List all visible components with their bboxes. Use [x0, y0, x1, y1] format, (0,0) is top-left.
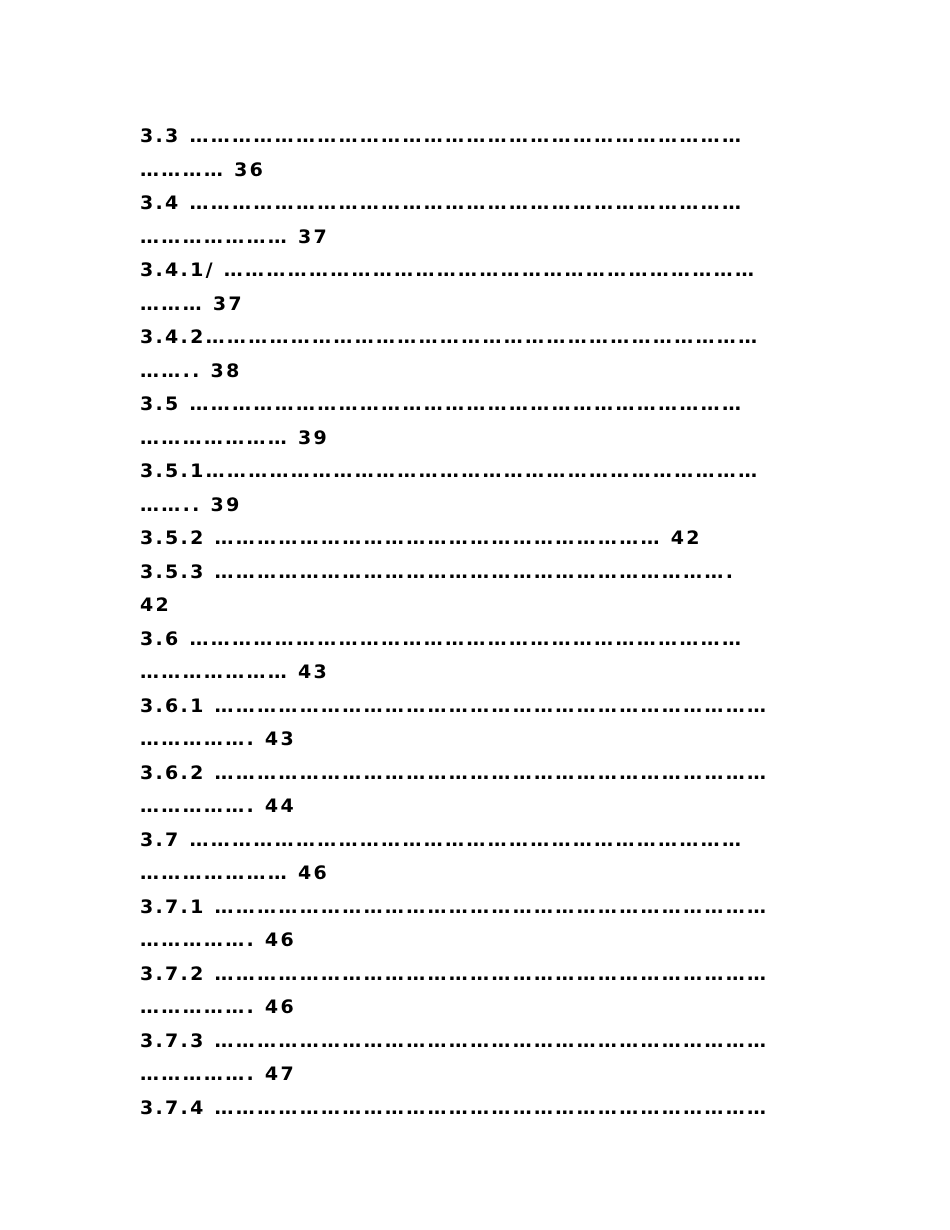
toc-line: 3.6 ……………………………………………………………………	[140, 627, 744, 650]
toc-line: ……………. 43	[140, 728, 296, 750]
toc-line: 3.7.1 ……………………………………………………………………	[140, 895, 769, 918]
toc-line: 3.5.3 ……………………………………………………………….	[140, 560, 736, 583]
toc-line: 3.4.1/ …………………………………………………………………	[140, 259, 757, 281]
toc-line: …….. 38	[140, 359, 242, 382]
toc-line: ………………… 46	[140, 862, 330, 884]
toc-line: ………………… 37	[140, 225, 330, 248]
toc-line: 3.5.1……………………………………………………………………	[140, 460, 760, 482]
toc-line: ……………. 44	[140, 795, 296, 817]
table-of-contents	[140, 120, 820, 1125]
toc-line: ……………. 47	[140, 1063, 296, 1085]
toc-line: ………… 36	[140, 158, 266, 181]
toc-line: 3.7.3 ……………………………………………………………………	[140, 1029, 769, 1052]
toc-line: …….. 39	[140, 493, 242, 516]
toc-line: 3.7.4 ……………………………………………………………………	[140, 1096, 769, 1119]
toc-line: 3.6.2 ……………………………………………………………………	[140, 761, 769, 784]
toc-line: ……… 37	[140, 292, 244, 315]
toc-line: ……………. 46	[140, 996, 296, 1018]
toc-line: ………………… 39	[140, 426, 330, 449]
toc-line: 3.5 ……………………………………………………………………	[140, 393, 744, 415]
toc-line: 3.4 ……………………………………………………………………	[140, 192, 744, 214]
toc-line: 3.6.1 ……………………………………………………………………	[140, 694, 769, 717]
toc-line: ……………. 46	[140, 929, 296, 951]
toc-line: 3.7.2 ……………………………………………………………………	[140, 962, 769, 985]
toc-line: 42	[140, 594, 172, 616]
toc-line: 3.3 ……………………………………………………………………	[140, 125, 744, 147]
toc-line: 3.5.2 ……………………………………………………… 42	[140, 527, 702, 549]
toc-line: 3.7 ……………………………………………………………………	[140, 828, 744, 851]
toc-line: 3.4.2……………………………………………………………………	[140, 326, 760, 348]
toc-line: ………………… 43	[140, 661, 330, 683]
